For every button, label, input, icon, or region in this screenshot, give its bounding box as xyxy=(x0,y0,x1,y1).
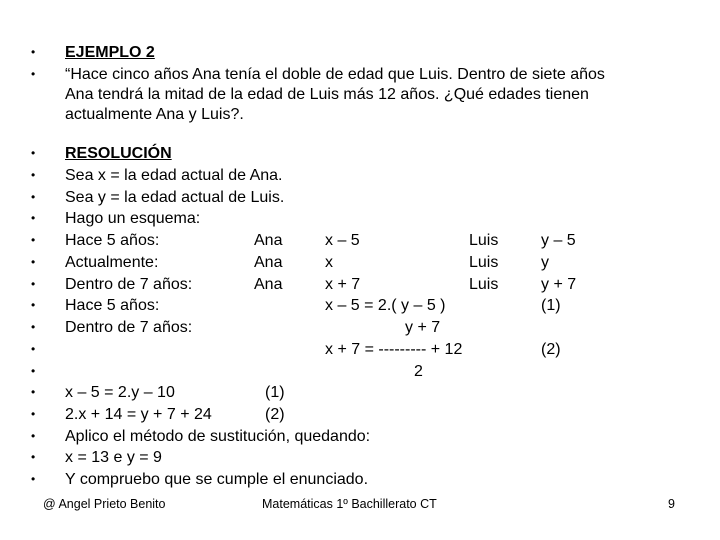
bullet: • xyxy=(31,255,36,269)
bullet: • xyxy=(31,277,36,291)
bullet: • xyxy=(31,385,36,399)
ana-label: Ana xyxy=(254,232,283,249)
row-label: Actualmente: xyxy=(65,254,159,271)
equation-1: x – 5 = 2.( y – 5 ) xyxy=(325,297,446,314)
luis-expression: y – 5 xyxy=(541,232,576,249)
luis-expression: y + 7 xyxy=(541,276,577,293)
ana-expression: x + 7 xyxy=(325,276,361,293)
solution-line: x = 13 e y = 9 xyxy=(65,449,162,466)
definition-x: Sea x = la edad actual de Ana. xyxy=(65,167,283,184)
problem-line-3: actualmente Ana y Luis?. xyxy=(65,106,244,123)
scheme-intro: Hago un esquema: xyxy=(65,210,201,227)
bullet: • xyxy=(31,298,36,312)
row-label: Hace 5 años: xyxy=(65,232,160,249)
equation-2-numerator: y + 7 xyxy=(405,319,441,336)
equation-2-denominator: 2 xyxy=(414,363,423,380)
bullet: • xyxy=(31,190,36,204)
ana-expression: x xyxy=(325,254,333,271)
bullet: • xyxy=(31,67,36,81)
luis-label: Luis xyxy=(469,276,499,293)
equation-2: x + 7 = --------- + 12 xyxy=(325,341,463,358)
ana-label: Ana xyxy=(254,254,283,271)
system-equation-1-number: (1) xyxy=(265,384,285,401)
row-label: Dentro de 7 años: xyxy=(65,276,193,293)
system-equation-1: x – 5 = 2.y – 10 xyxy=(65,384,175,401)
luis-expression: y xyxy=(541,254,549,271)
ana-expression: x – 5 xyxy=(325,232,360,249)
footer-course: Matemáticas 1º Bachillerato CT xyxy=(262,497,437,511)
page-number: 9 xyxy=(668,497,675,511)
resolution-title: RESOLUCIÓN xyxy=(65,145,172,162)
equation-2-label: Dentro de 7 años: xyxy=(65,319,193,336)
method-line: Aplico el método de sustitución, quedando: xyxy=(65,428,371,445)
bullet: • xyxy=(31,407,36,421)
bullet: • xyxy=(31,211,36,225)
ana-label: Ana xyxy=(254,276,283,293)
problem-line-1: “Hace cinco años Ana tenía el doble de edad que Luis. Dentro de siete años xyxy=(65,66,605,83)
system-equation-2-number: (2) xyxy=(265,406,285,423)
bullet: • xyxy=(31,168,36,182)
example-title: EJEMPLO 2 xyxy=(65,44,155,61)
footer-author: @ Angel Prieto Benito xyxy=(43,497,166,511)
luis-label: Luis xyxy=(469,232,499,249)
system-equation-2: 2.x + 14 = y + 7 + 24 xyxy=(65,406,212,423)
bullet: • xyxy=(31,450,36,464)
bullet: • xyxy=(31,320,36,334)
bullet: • xyxy=(31,342,36,356)
bullet: • xyxy=(31,233,36,247)
equation-2-number: (2) xyxy=(541,341,561,358)
definition-y: Sea y = la edad actual de Luis. xyxy=(65,189,285,206)
equation-1-label: Hace 5 años: xyxy=(65,297,160,314)
bullet: • xyxy=(31,429,36,443)
problem-line-2: Ana tendrá la mitad de la edad de Luis más 12 años. ¿Qué edades tienen xyxy=(65,86,589,103)
luis-label: Luis xyxy=(469,254,499,271)
bullet: • xyxy=(31,472,36,486)
equation-1-number: (1) xyxy=(541,297,561,314)
bullet: • xyxy=(31,146,36,160)
bullet: • xyxy=(31,45,36,59)
verification-line: Y compruebo que se cumple el enunciado. xyxy=(65,471,369,488)
bullet: • xyxy=(31,364,36,378)
